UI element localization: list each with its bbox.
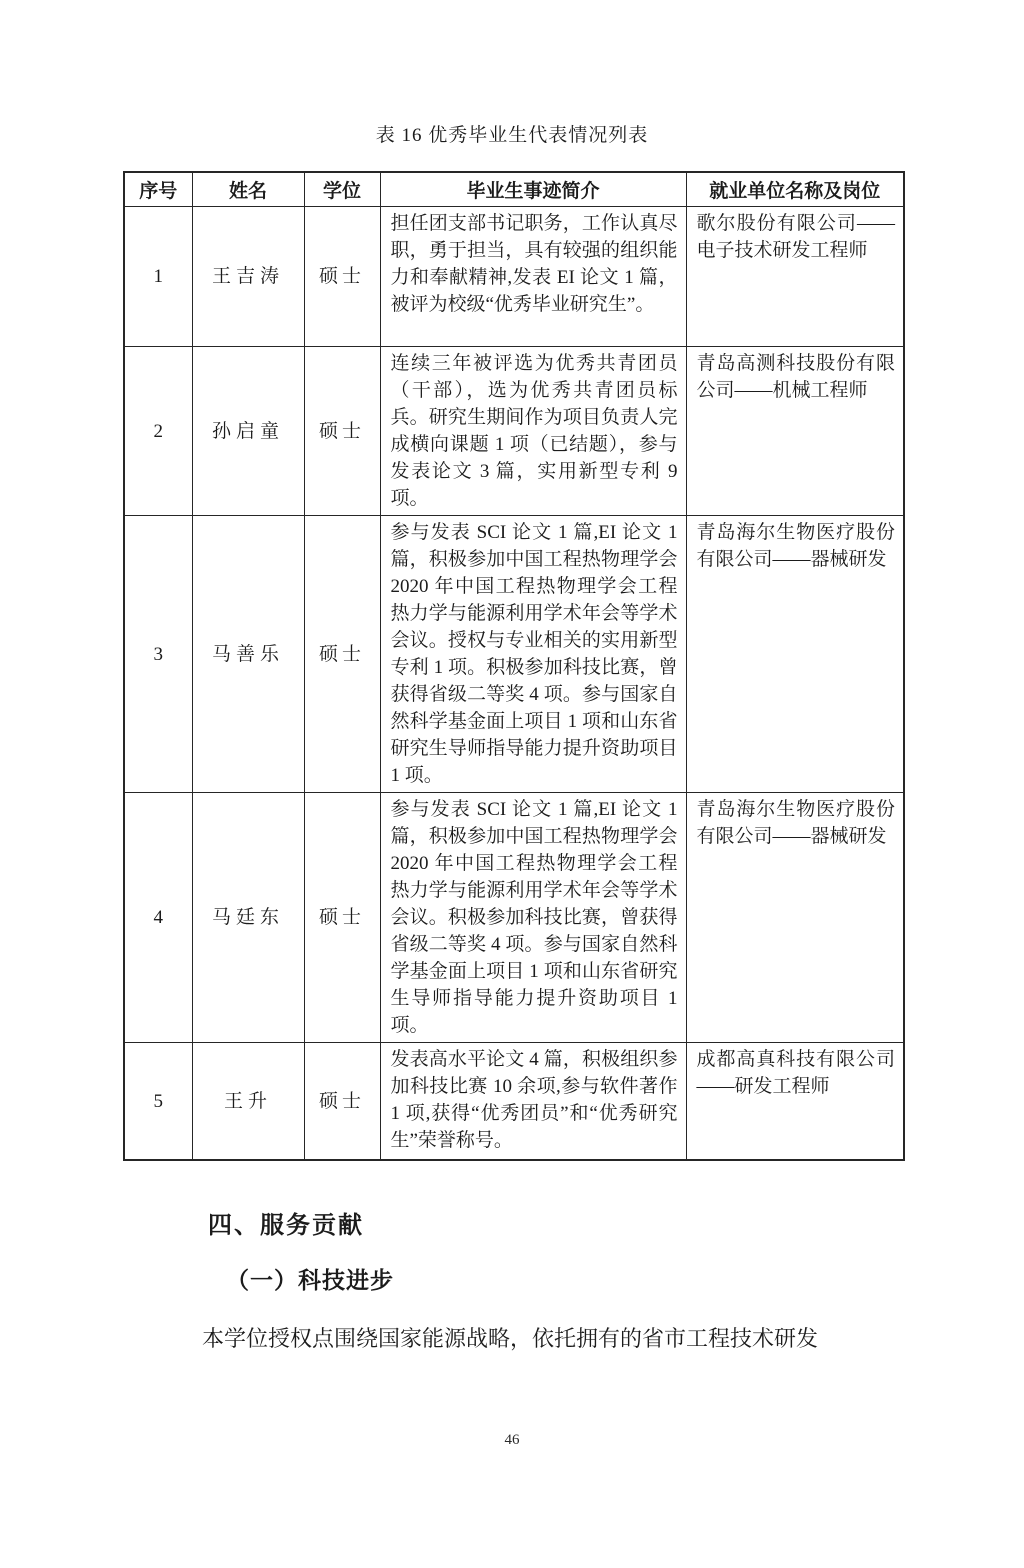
table-row bbox=[124, 516, 904, 793]
cell-no: 3 bbox=[124, 516, 192, 793]
col-header-intro: 毕业生事迹简介 bbox=[380, 172, 686, 207]
cell-degree: 硕士 bbox=[304, 793, 380, 1043]
cell-name: 马善乐 bbox=[192, 516, 304, 793]
cell-intro: 连续三年被评选为优秀共青团员（干部），选为优秀共青团员标兵。研究生期间作为项目负责人完成横向课题 1 项（已结题），参与发表论文 3 篇，实用新型专利 9 项。 bbox=[380, 347, 686, 516]
cell-no: 2 bbox=[124, 347, 192, 516]
col-header-degree: 学位 bbox=[304, 172, 380, 207]
cell-degree: 硕士 bbox=[304, 347, 380, 516]
cell-name: 王吉涛 bbox=[192, 207, 304, 347]
table-row bbox=[124, 347, 904, 516]
cell-intro: 参与发表 SCI 论文 1 篇,EI 论文 1 篇，积极参加中国工程热物理学会 2020 年中国工程热物理学会工程热力学与能源利用学术年会等学术会议。授权与专业相关的实用新型专利 1 项。积极参加科技比赛，曾获得省级二等奖 4 项。参与国家自然科学基金面上项目 1 项和山东省研究生导师指导能力提升资助项目 1 项。 bbox=[380, 516, 686, 793]
table-row bbox=[124, 1043, 904, 1161]
subsection-heading-sci-tech-progress: （一）科技进步 bbox=[226, 1268, 394, 1293]
cell-name: 王升 bbox=[192, 1043, 304, 1161]
cell-employer: 青岛高测科技股份有限公司——机械工程师 bbox=[686, 347, 904, 516]
cell-employer: 青岛海尔生物医疗股份有限公司——器械研发 bbox=[686, 793, 904, 1043]
cell-no: 1 bbox=[124, 207, 192, 347]
table-header-row bbox=[124, 172, 904, 207]
page-number: 46 bbox=[504, 1432, 520, 1448]
table-title: 表 16 优秀毕业生代表情况列表 bbox=[375, 125, 649, 146]
cell-intro: 担任团支部书记职务，工作认真尽职，勇于担当，具有较强的组织能力和奉献精神,发表 EI 论文 1 篇，被评为校级“优秀毕业研究生”。 bbox=[380, 207, 686, 347]
cell-intro: 参与发表 SCI 论文 1 篇,EI 论文 1 篇，积极参加中国工程热物理学会 2020 年中国工程热物理学会工程热力学与能源利用学术年会等学术会议。积极参加科技比赛，曾获得省级二等奖 4 项。参与国家自然科学基金面上项目 1 项和山东省研究生导师指导能力提升资助项目 1 项。 bbox=[380, 793, 686, 1043]
col-header-employer: 就业单位名称及岗位 bbox=[686, 172, 904, 207]
col-header-no: 序号 bbox=[124, 172, 192, 207]
cell-employer: 青岛海尔生物医疗股份有限公司——器械研发 bbox=[686, 516, 904, 793]
cell-name: 孙启童 bbox=[192, 347, 304, 516]
table-row bbox=[124, 793, 904, 1043]
col-header-name: 姓名 bbox=[192, 172, 304, 207]
cell-employer: 成都高真科技有限公司——研发工程师 bbox=[686, 1043, 904, 1161]
cell-no: 4 bbox=[124, 793, 192, 1043]
table-row bbox=[124, 207, 904, 347]
cell-no: 5 bbox=[124, 1043, 192, 1161]
body-paragraph: 本学位授权点围绕国家能源战略，依托拥有的省市工程技术研发 bbox=[202, 1326, 819, 1351]
cell-employer: 歌尔股份有限公司——电子技术研发工程师 bbox=[686, 207, 904, 347]
graduates-table bbox=[123, 171, 905, 1161]
cell-degree: 硕士 bbox=[304, 1043, 380, 1161]
cell-degree: 硕士 bbox=[304, 516, 380, 793]
cell-intro: 发表高水平论文 4 篇，积极组织参加科技比赛 10 余项,参与软件著作 1 项,获得“优秀团员”和“优秀研究生”荣誉称号。 bbox=[380, 1043, 686, 1161]
section-heading-service-contribution: 四、服务贡献 bbox=[208, 1212, 364, 1239]
cell-degree: 硕士 bbox=[304, 207, 380, 347]
cell-name: 马廷东 bbox=[192, 793, 304, 1043]
